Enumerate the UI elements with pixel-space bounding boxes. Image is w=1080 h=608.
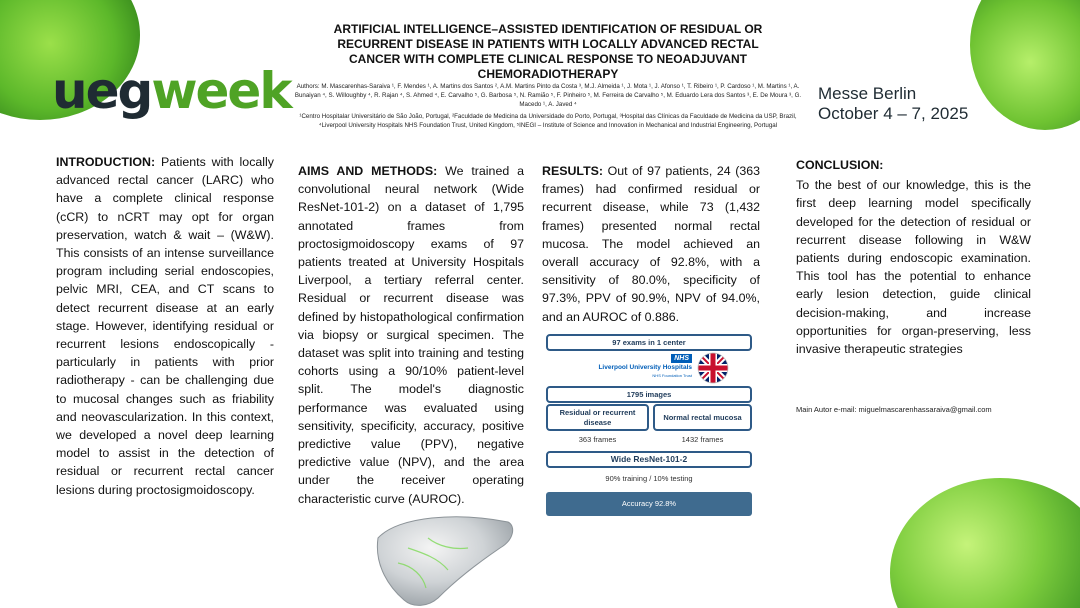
flow-normal-count: 1432 frames	[681, 435, 724, 444]
flow-split-text: 90% training / 10% testing	[605, 474, 693, 483]
flow-normal-box: Normal rectal mucosa	[653, 404, 752, 431]
results-section	[542, 162, 760, 326]
contact-email	[796, 405, 992, 414]
flow-residual-box: Residual or recurrent disease	[546, 404, 649, 431]
logo-week-text: week	[151, 62, 291, 120]
logo-ueg-text: ueg	[52, 62, 152, 120]
conclusion-heading: CONCLUSION:	[796, 158, 884, 172]
introduction-heading: INTRODUCTION:	[56, 155, 156, 169]
flow-model-box: Wide ResNet-101-2	[546, 451, 752, 468]
poster-authors: Authors: M. Mascarenhas-Saraiva ¹, F. Mendes ¹, A. Martins dos Santos ², A.M. Martins Pinto da Costa ³, M.J. Almeida ¹, J. Mota ¹, J. Afonso ¹, T. Ribeiro ¹, P. Cardoso ¹, M. Martins ¹, A. Bunaiyan ⁴, S. Willoughby ⁴, R. Rajan ⁴, S. Ahmed ⁴, E. Carvalho ⁵, G. Barbosa ⁵, N. Ramião ⁵, F. Pinheiro ⁵, M. Ferreira de Carvalho ⁵, M. Eduardo Lera dos Santos ³, E. De Moura ³, G. Macedo ¹, A. Javed ⁴	[294, 83, 802, 108]
uk-flag-icon	[697, 352, 729, 384]
conclusion-text: To the best of our knowledge, this is the first deep learning model specifically developed for the detection of residual or recurrent disease following in W&W patients during endoscopic examination. This tool has the potential to enhance early lesion detection, guide clinical decision-making, and increase opportunities for organ-preserving, less invasive therapeutic strategies	[796, 178, 1031, 357]
results-text: Out of 97 patients, 24 (363 frames) had confirmed residual or recurrent disease, while 73 (1,432 frames) presented normal rectal mucosa. The model achieved an overall accuracy of 92.8%, with a sensitivity of 80.0%, specificity of 97.3%, PPV of 90.9%, NPV of 94.0%, and an AUROC of 0.886.	[542, 164, 760, 324]
email-label: Main Autor e-mail:	[796, 405, 859, 414]
conclusion-section	[796, 156, 1031, 358]
venue-dates: October 4 – 7, 2025	[818, 104, 969, 123]
green-virus-decoration	[890, 478, 1080, 608]
poster-affiliations: ¹Centro Hospitalar Universitário de São João, Portugal, ²Faculdade de Medicina da Universidade do Porto, Portugal, ³Hospital das Clínicas da Faculdade de Medicina da USP, Brazil, ⁴Liverpool University Hospitals NHS Foundation Trust, United Kingdom, ⁵INEGI – Institute of Science and Innovation in Mechanical and Industrial Engineering, Portugal	[299, 113, 797, 129]
results-heading: RESULTS:	[542, 164, 604, 178]
introduction-section	[56, 153, 274, 499]
green-virus-decoration	[970, 0, 1080, 130]
aims-methods-section	[298, 162, 524, 508]
email-address[interactable]: miguelmascarenhassaraiva@gmail.com	[858, 405, 992, 414]
introduction-text: Patients with locally advanced rectal cancer (LARC) who have a complete clinical response (cCR) to nCRT may opt for organ preservation, watch & wait – (W&W). This consists of an intense surveillance program including serial endoscopies, pelvic MRI, CEA, and CT scans to detect recurrent disease at an early stage. However, identifying residual or recurrent lesions endoscopically - particularly in patients with prior radiotherapy - can be challenging due to mucosal changes such as friability and neovascularization. In this context, we developed a novel deep learning model to assist in the detection of residual or recurrent rectal cancer lesions during proctosigmoidoscopy.	[56, 155, 274, 497]
nhs-badge: NHS	[671, 354, 692, 363]
nhs-hospital-name: Liverpool University Hospitals	[598, 364, 692, 371]
aims-heading: AIMS AND METHODS:	[298, 164, 438, 178]
ueg-week-logo	[52, 62, 291, 120]
flow-images-box: 1795 images	[546, 386, 752, 403]
nhs-trust-name: NHS Foundation Trust	[652, 373, 692, 378]
flow-residual-count: 363 frames	[578, 435, 617, 444]
aims-text: We trained a convolutional neural network (Wide ResNet-101-2) on a dataset of 1,795 annotated frames from proctosigmoidoscopy exams of 97 patients treated at University Hospitals Liverpool, a tertiary referral center. Residual or recurrent disease was defined by histopathological confirmation via biopsy or surgical specimen. The dataset was split into training and testing cohorts using a 90/10% patient-level split. The model's diagnostic performance was evaluated using sensitivity, specificity, accuracy, positive predictive value (PPV), negative predictive value (NPV), and the area under the receiver operating characteristic curve (AUROC).	[298, 164, 525, 506]
liver-illustration	[368, 508, 518, 608]
poster-title: ARTIFICIAL INTELLIGENCE–ASSISTED IDENTIFICATION OF RESIDUAL OR RECURRENT DISEASE IN PATIENTS WITH LOCALLY ADVANCED RECTAL CANCER WITH COMPLETE CLINICAL RESPONSE TO NEOADJUVANT CHEMORADIOTHERAPY	[333, 22, 763, 81]
nhs-logo	[584, 354, 692, 382]
flow-exams-box: 97 exams in 1 center	[546, 334, 752, 351]
venue-info	[818, 84, 968, 124]
flow-accuracy-box: Accuracy 92.8%	[546, 492, 752, 516]
venue-location: Messe Berlin	[818, 84, 917, 103]
